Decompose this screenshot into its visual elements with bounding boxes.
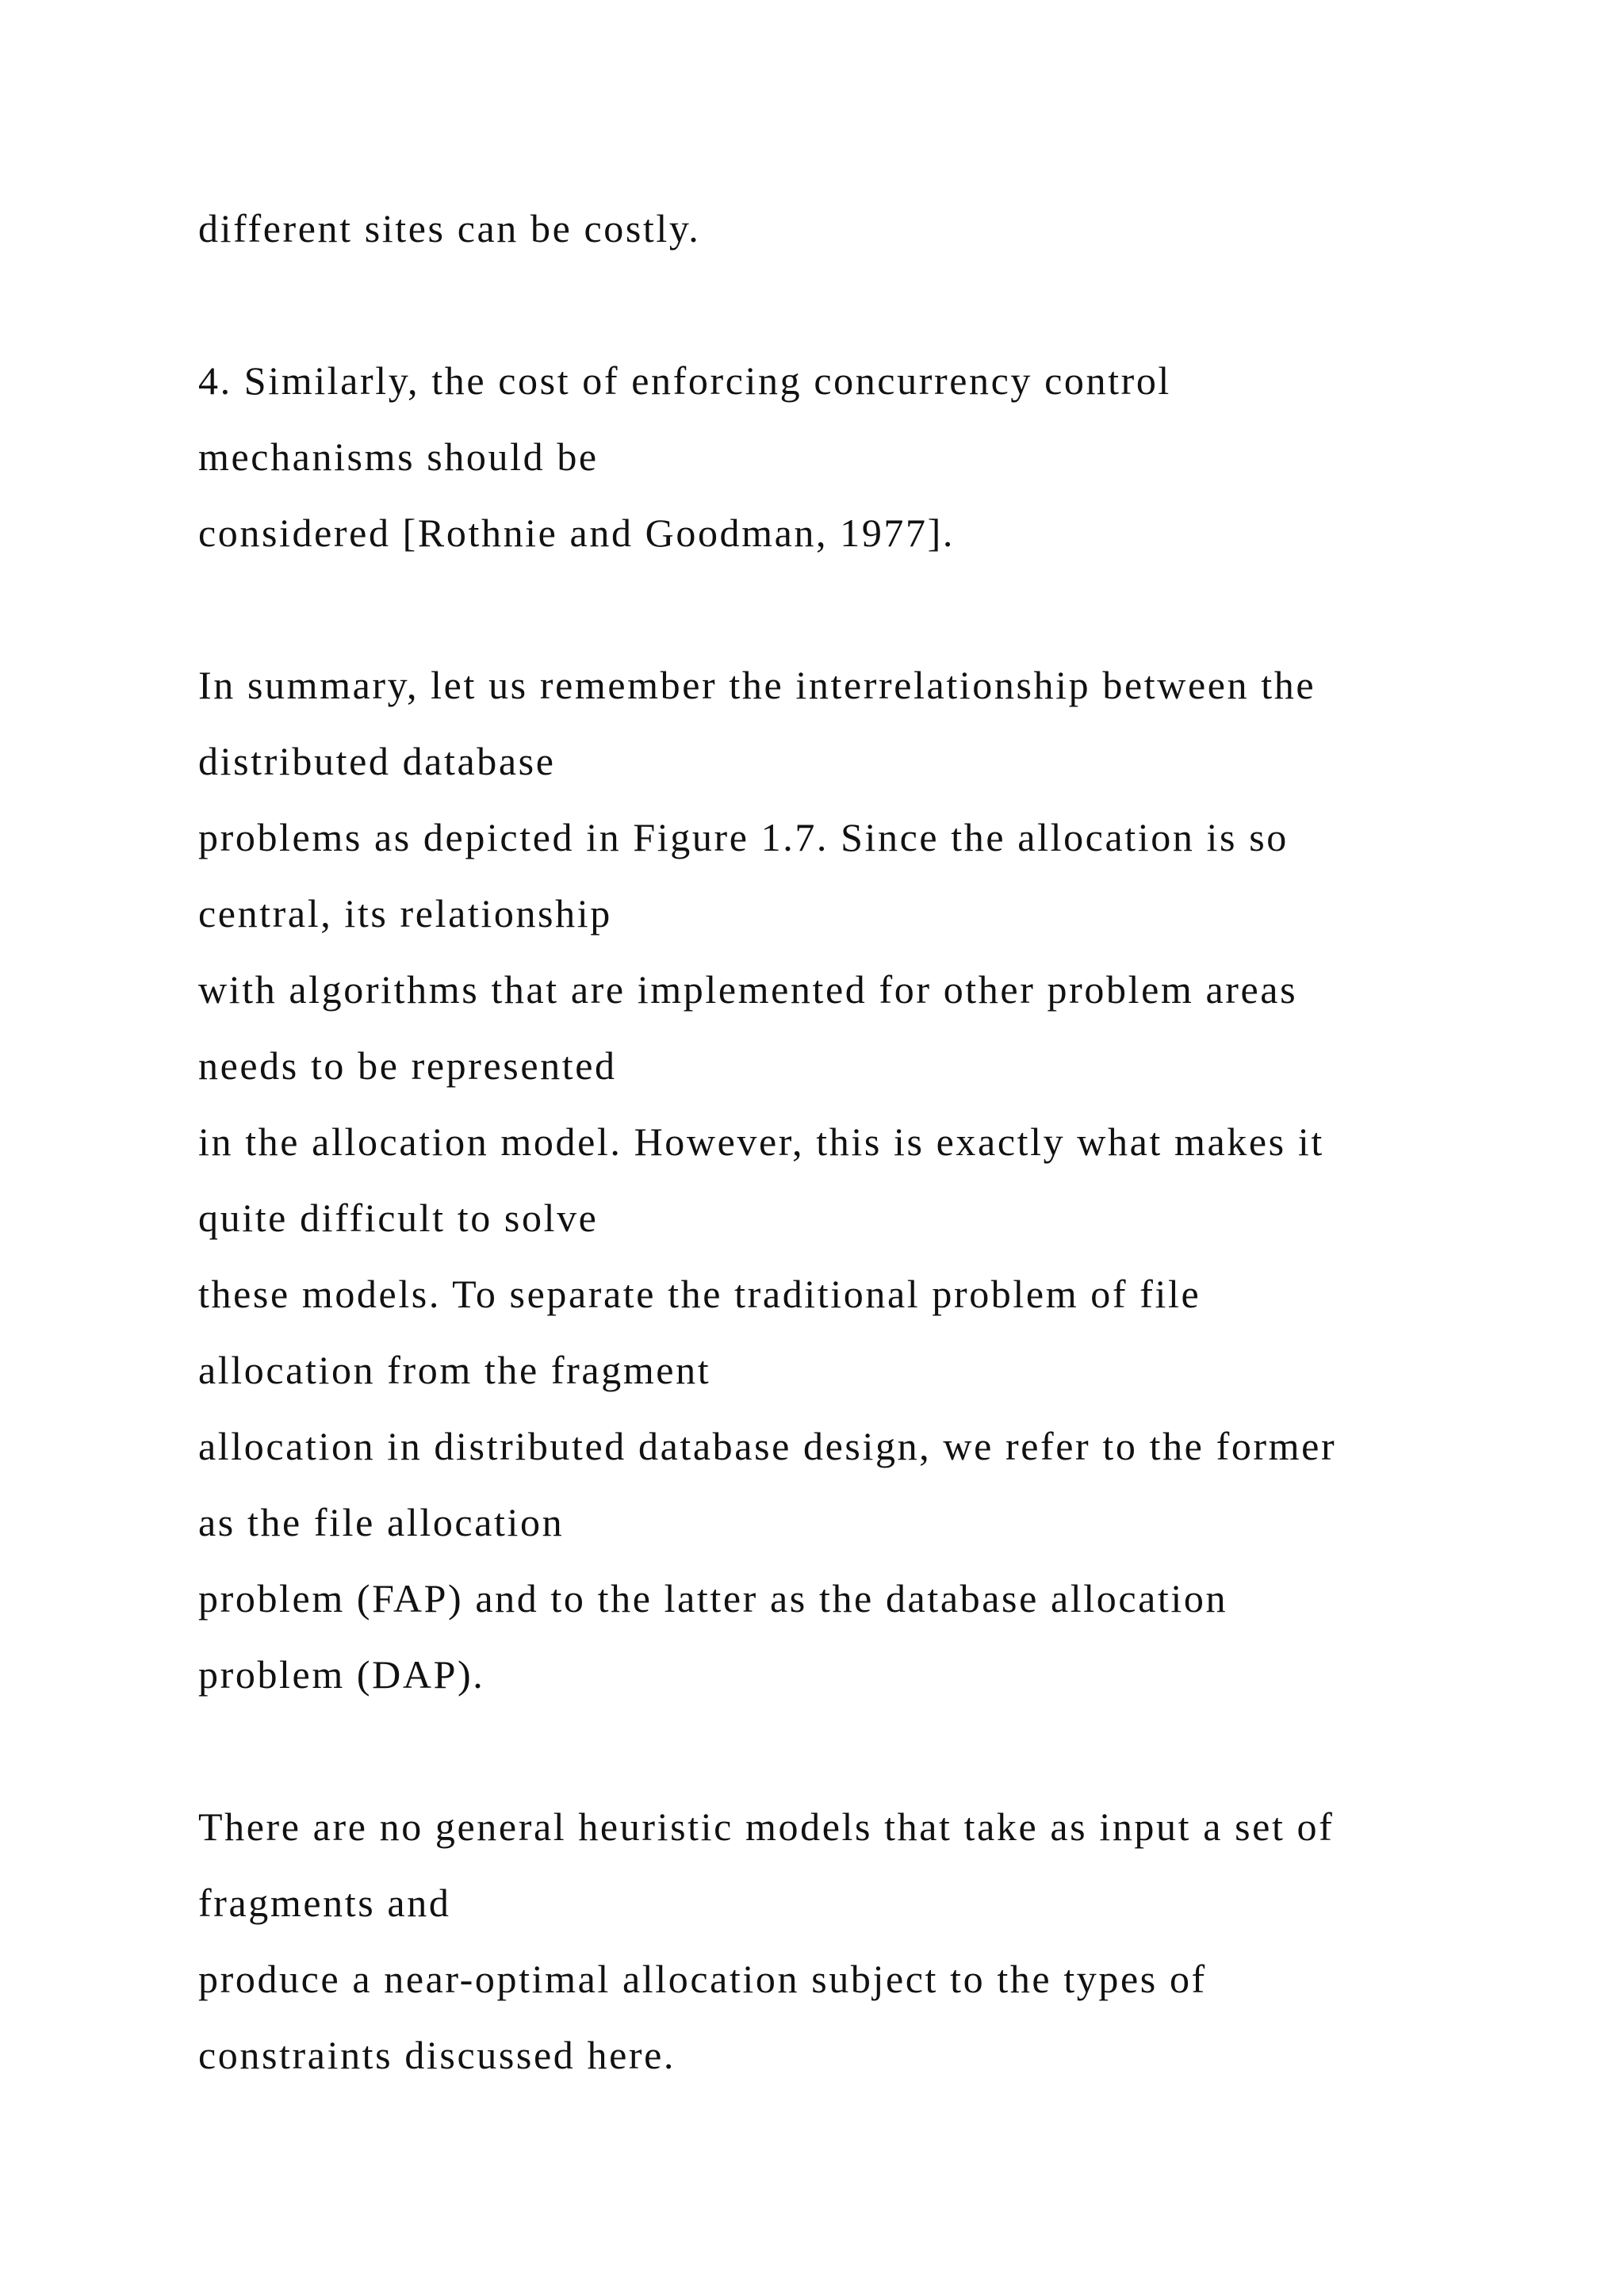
text-line: considered [Rothnie and Goodman, 1977].: [198, 511, 955, 555]
text-line: mechanisms should be: [198, 434, 599, 479]
paragraph-gap: [198, 1712, 1546, 1789]
text-line: produce a near-optimal allocation subject to the types of: [198, 1957, 1207, 2001]
text-line: central, its relationship: [198, 891, 612, 936]
text-line: as the file allocation: [198, 1500, 565, 1544]
text-line: problem (DAP).: [198, 1652, 485, 1697]
text-line: distributed database: [198, 739, 556, 783]
paragraph: [198, 342, 1546, 571]
text-line: fragments and: [198, 1881, 451, 1925]
text-line: There are no general heuristic models that take as input a set of: [198, 1804, 1335, 1849]
paragraph-gap: [198, 571, 1546, 647]
text-line: In summary, let us remember the interrelationship between the: [198, 663, 1316, 707]
text-line: quite difficult to solve: [198, 1196, 599, 1240]
text-line: 4. Similarly, the cost of enforcing concurrency control: [198, 358, 1171, 403]
text-line: allocation from the fragment: [198, 1348, 711, 1392]
text-line: in the allocation model. However, this is exactly what makes it: [198, 1119, 1324, 1164]
paragraph: [198, 647, 1546, 1712]
body-text: [198, 190, 1546, 2093]
paragraph: [198, 190, 1546, 266]
text-line: problems as depicted in Figure 1.7. Since the allocation is so: [198, 815, 1289, 859]
text-line: different sites can be costly.: [198, 206, 701, 251]
text-line: problem (FAP) and to the latter as the database allocation: [198, 1576, 1228, 1621]
text-line: constraints discussed here.: [198, 2033, 676, 2077]
paragraph-gap: [198, 266, 1546, 342]
text-line: these models. To separate the traditional problem of file: [198, 1272, 1201, 1316]
text-line: allocation in distributed database design, we refer to the former: [198, 1424, 1337, 1468]
paragraph: [198, 1789, 1546, 2093]
text-line: needs to be represented: [198, 1043, 617, 1088]
text-line: with algorithms that are implemented for other problem areas: [198, 967, 1298, 1012]
